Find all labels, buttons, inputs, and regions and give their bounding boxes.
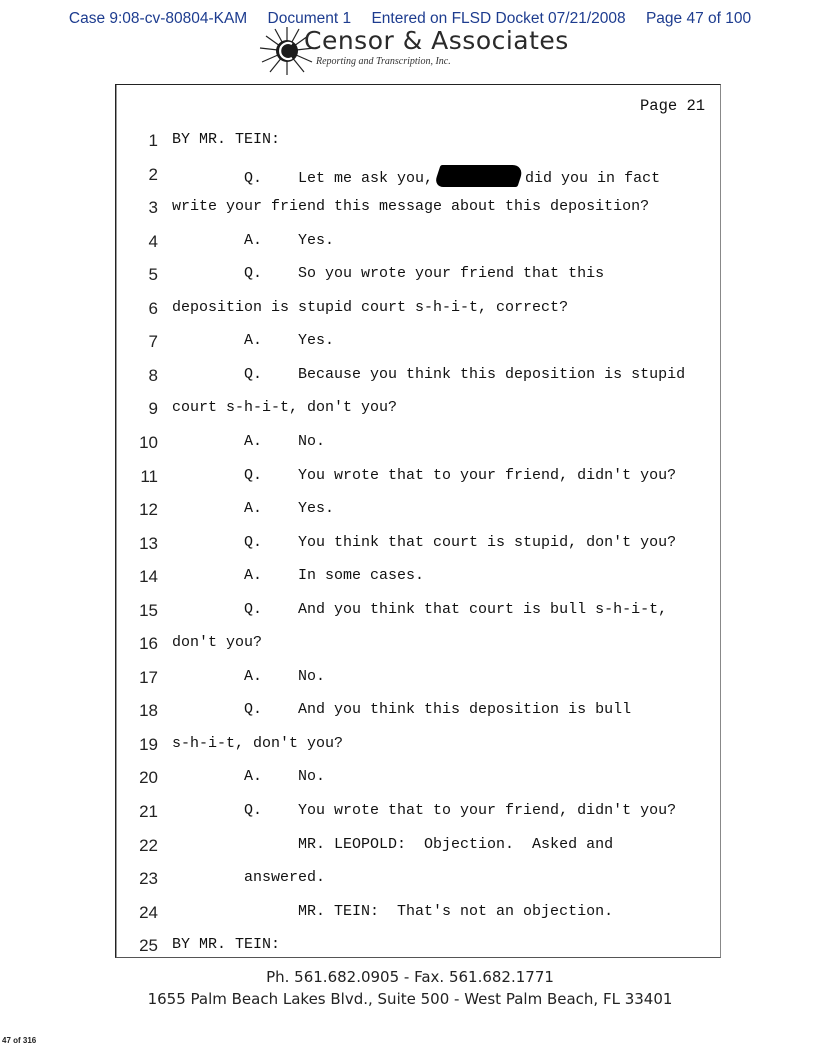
line-number: 19	[139, 734, 158, 754]
transcript-line	[0, 735, 820, 768]
line-text	[172, 903, 613, 920]
line-number: 11	[140, 466, 158, 486]
transcript-line	[0, 768, 820, 801]
line-text	[172, 399, 397, 416]
line-text-content: BY MR. TEIN:	[172, 131, 281, 148]
line-number: 14	[139, 567, 158, 587]
line-text-content: MR. LEOPOLD: Objection. Asked and	[172, 835, 614, 853]
line-number: 15	[139, 600, 158, 620]
line-text	[172, 634, 262, 651]
transcript-line	[0, 836, 820, 869]
case-number: Case 9:08-cv-80804-KAM	[68, 10, 248, 27]
footer-address: 1655 Palm Beach Lakes Blvd., Suite 500 - West Palm Beach, FL 33401	[147, 990, 673, 1008]
line-text-content: Q. You wrote that to your friend, didn't you?	[172, 802, 677, 819]
line-text	[172, 500, 334, 517]
line-text	[172, 165, 660, 187]
line-text-content: MR. TEIN: That's not an objection.	[172, 902, 614, 920]
line-number: 4	[148, 231, 158, 251]
transcript-line	[0, 701, 820, 734]
line-number: 22	[139, 835, 158, 855]
pdf-page-index: 47 of 316	[2, 1036, 37, 1045]
line-text	[172, 467, 676, 484]
line-text	[172, 567, 424, 584]
line-text	[172, 768, 325, 785]
line-text-content: A. No.	[172, 768, 326, 786]
line-number: 3	[148, 198, 158, 218]
line-text-content: Q. And you think this deposition is bull	[172, 701, 632, 719]
line-text-content: A. Yes.	[172, 500, 335, 518]
line-number: 23	[139, 869, 158, 889]
line-text	[172, 265, 604, 282]
line-text-content: Q. You think that court is stupid, don't you?	[172, 533, 677, 551]
line-text	[172, 936, 280, 953]
line-number: 13	[139, 533, 158, 553]
line-text-content: write your friend this message about this deposition?	[172, 198, 650, 216]
line-text-content: Q. Because you think this deposition is stupid	[172, 365, 686, 383]
line-number: 1	[148, 131, 158, 150]
line-number: 21	[139, 802, 158, 821]
line-text-content: A. In some cases.	[172, 567, 425, 585]
line-number: 10	[139, 432, 158, 452]
transcript-line	[0, 265, 820, 298]
transcript-line	[0, 131, 820, 164]
line-number: 25	[139, 936, 158, 956]
transcript-line	[0, 399, 820, 432]
transcript-line	[0, 601, 820, 634]
transcript-line	[0, 299, 820, 332]
line-text	[172, 668, 325, 685]
transcript-line	[0, 467, 820, 500]
line-text-content: A. No.	[172, 432, 326, 450]
transcript-line	[0, 433, 820, 466]
line-text-content: Q. And you think that court is bull s-h-i-t,	[172, 600, 668, 618]
line-text	[172, 198, 649, 215]
transcript-line	[0, 500, 820, 533]
line-text-content: A. Yes.	[172, 231, 335, 249]
line-text	[172, 534, 676, 551]
line-number: 9	[148, 399, 158, 419]
logo-tagline: Reporting and Transcription, Inc.	[316, 56, 451, 67]
transcript-line	[0, 634, 820, 667]
line-text-content: Q. Let me ask you,	[172, 169, 434, 187]
transcript-line	[0, 802, 820, 835]
transcript-line	[0, 232, 820, 265]
line-number: 18	[139, 701, 158, 721]
line-number: 17	[139, 667, 158, 687]
line-text-content: Q. So you wrote your friend that this	[172, 265, 605, 283]
logo-name: Censor & Associates	[304, 26, 569, 55]
line-number: 20	[139, 768, 158, 788]
line-number: 5	[148, 265, 158, 285]
line-text	[172, 299, 568, 316]
line-text	[172, 701, 631, 718]
line-text-content: court s-h-i-t, don't you?	[172, 399, 398, 417]
line-text-after-redaction: did you in fact	[525, 169, 661, 187]
transcript-line	[0, 668, 820, 701]
transcript-line	[0, 869, 820, 902]
entered-date: Entered on FLSD Docket 07/21/2008	[371, 10, 626, 27]
line-text	[172, 802, 676, 819]
line-text	[172, 869, 325, 886]
line-number: 16	[139, 634, 158, 654]
line-text	[172, 366, 685, 383]
transcript-line	[0, 567, 820, 600]
line-text-content: A. Yes.	[172, 332, 335, 350]
company-logo	[258, 26, 569, 78]
transcript-line	[0, 534, 820, 567]
docket-page-number: Page 47 of 100	[645, 10, 752, 27]
line-number: 2	[148, 164, 158, 184]
line-text-content: BY MR. TEIN:	[172, 936, 281, 954]
line-number: 6	[148, 298, 158, 318]
line-number: 7	[148, 332, 158, 352]
line-text-content: answered.	[172, 869, 326, 887]
line-text-content: don't you?	[172, 634, 263, 652]
line-number: 12	[139, 500, 158, 520]
footer-contact: Ph. 561.682.0905 - Fax. 561.682.1771	[266, 968, 554, 986]
line-text-content: deposition is stupid court s-h-i-t, correct?	[172, 298, 569, 316]
line-text	[172, 601, 667, 618]
line-number: 8	[148, 365, 158, 385]
transcript-page-label: Page 21	[640, 97, 706, 115]
line-text-content: A. No.	[172, 667, 326, 685]
line-text-content: s-h-i-t, don't you?	[172, 734, 344, 752]
line-text	[172, 836, 613, 853]
transcript-line	[0, 366, 820, 399]
line-text	[172, 332, 334, 349]
line-text	[172, 232, 334, 249]
transcript-line	[0, 165, 820, 198]
transcript-line	[0, 332, 820, 365]
line-text	[172, 735, 343, 752]
document-number: Document 1	[267, 10, 352, 27]
line-text-content: Q. You wrote that to your friend, didn't you?	[172, 466, 677, 484]
redaction-block	[433, 165, 524, 187]
transcript-line	[0, 903, 820, 936]
transcript-line	[0, 936, 820, 969]
line-number: 24	[139, 902, 158, 922]
line-text	[172, 433, 325, 450]
line-text	[172, 131, 280, 148]
transcript-line	[0, 198, 820, 231]
